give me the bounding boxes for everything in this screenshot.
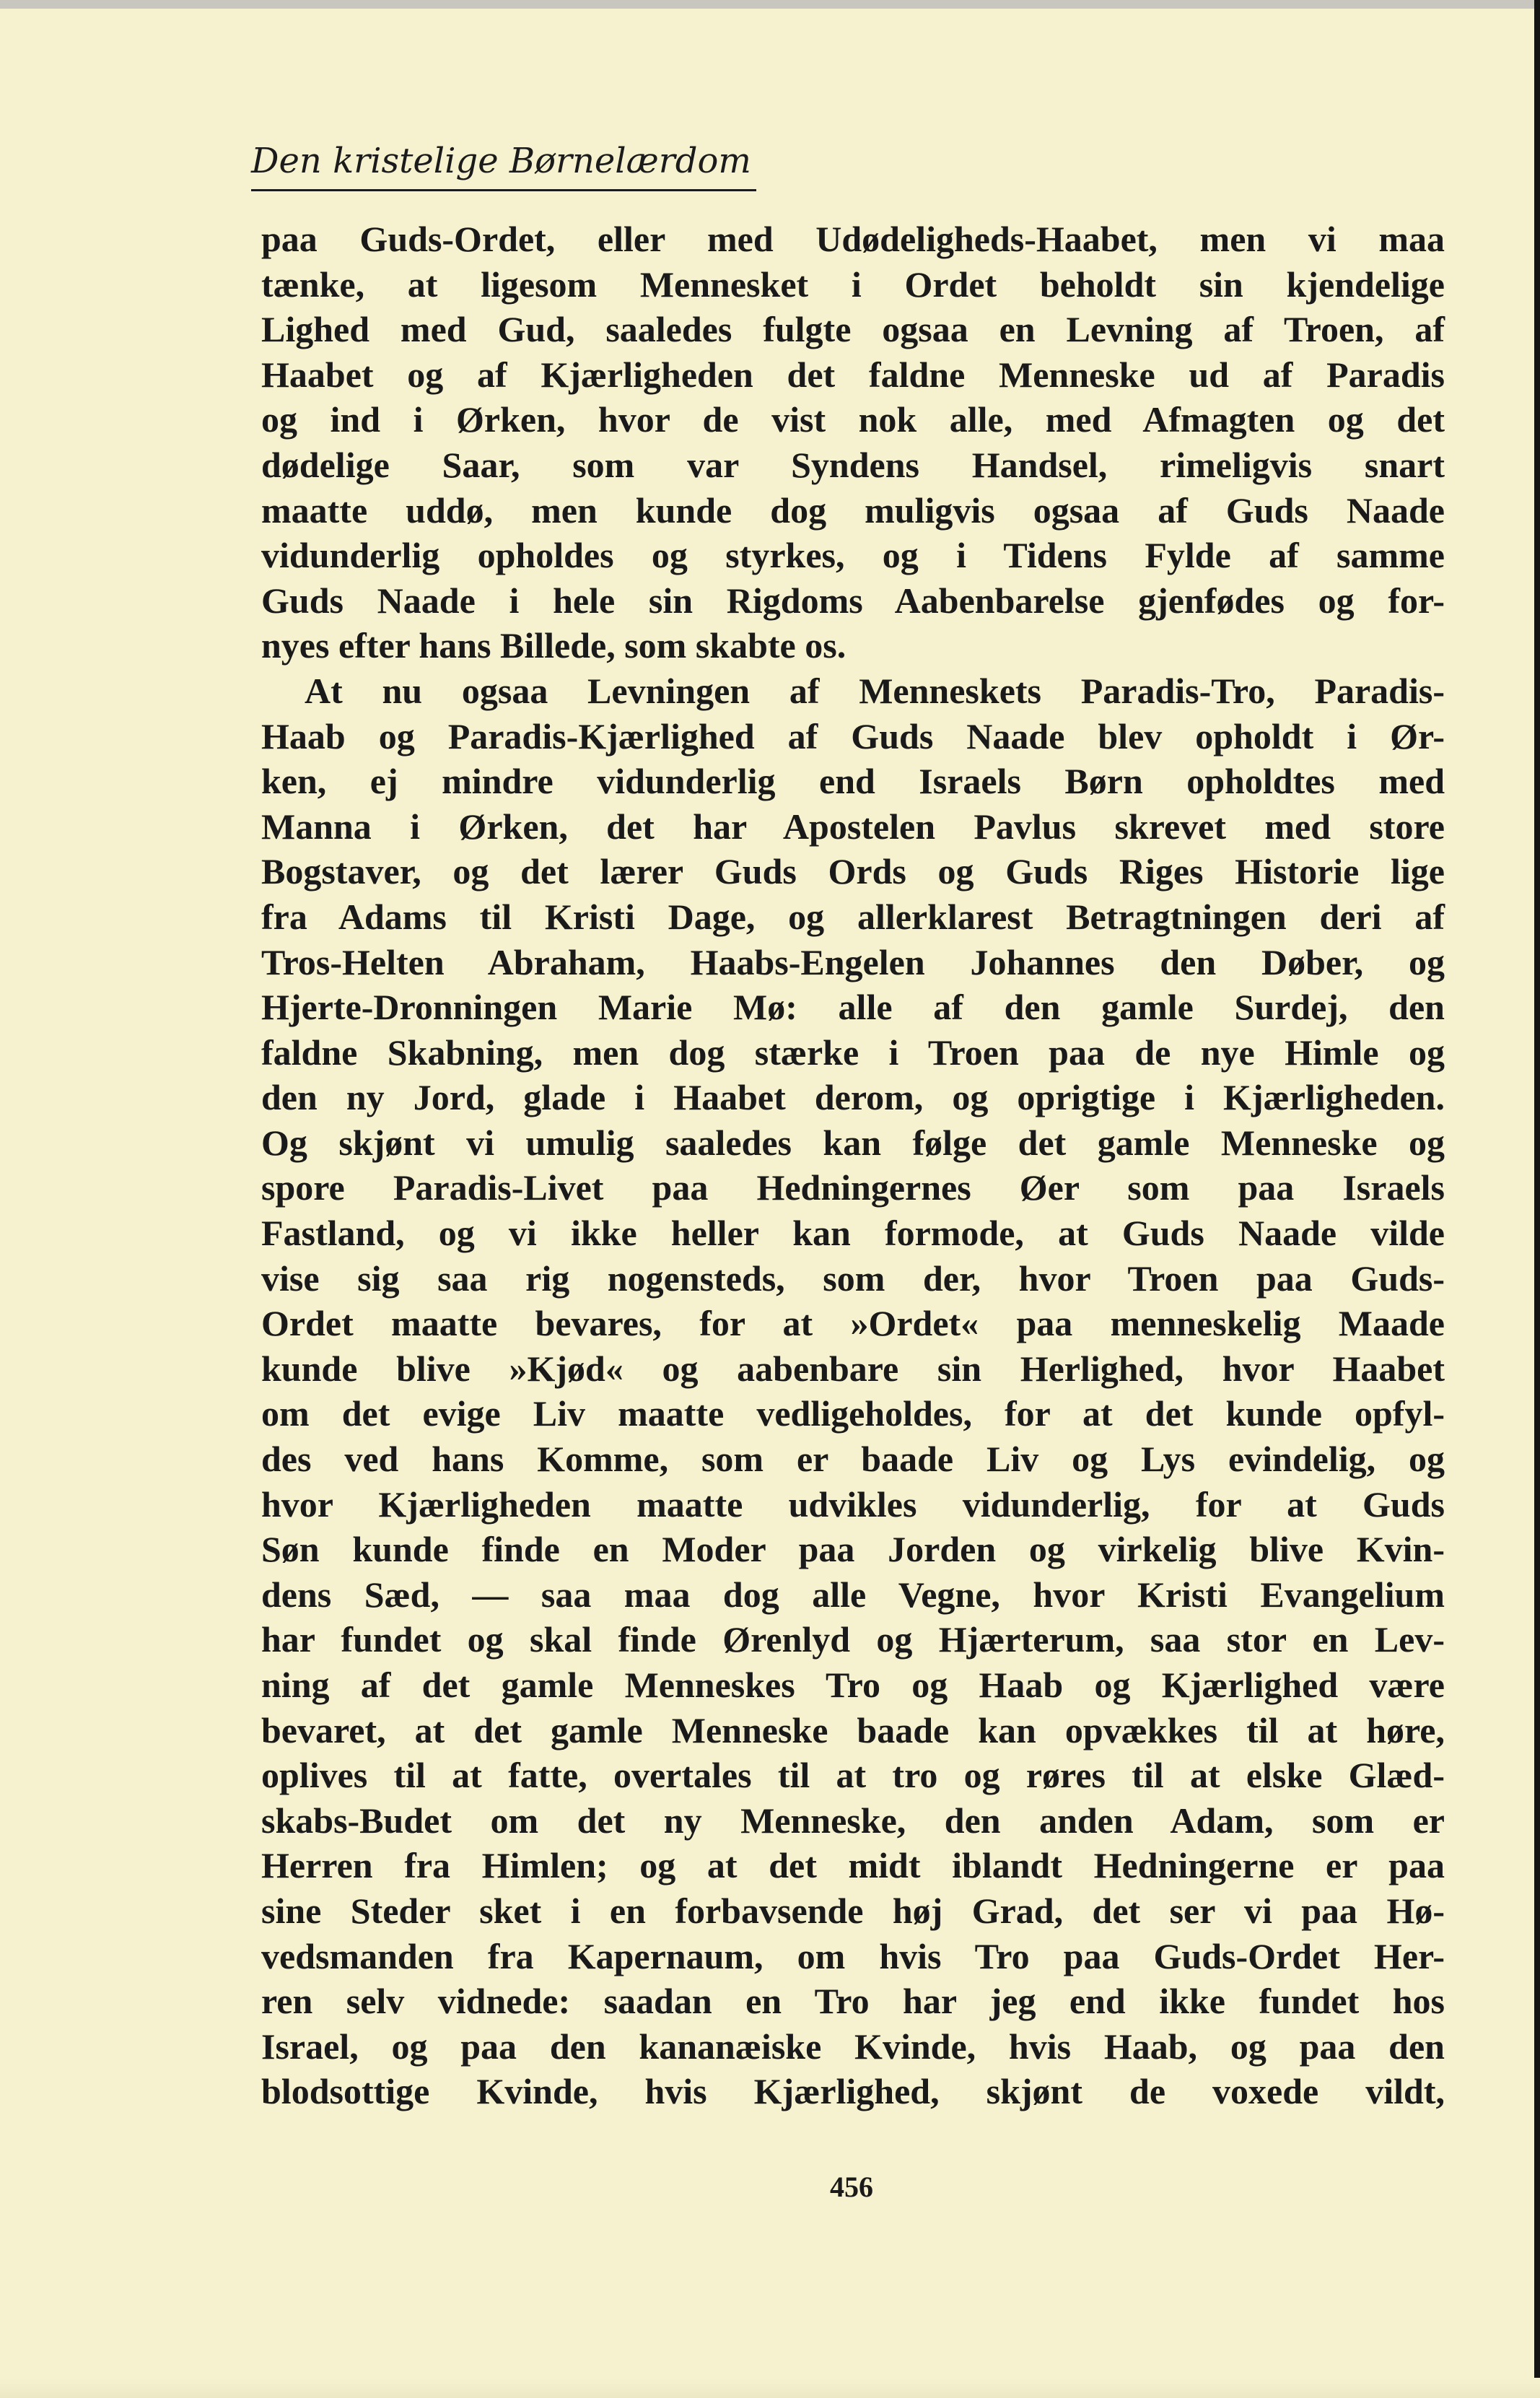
text-line: kunde blive »Kjød« og aabenbare sin Herlighed, hvor Haabet	[261, 1348, 1445, 1389]
page-number: 456	[830, 2171, 873, 2203]
text-line: Lighed med Gud, saaledes fulgte ogsaa en Levning af Troen, af	[261, 309, 1445, 350]
text-line: dens Sæd, — saa maa dog alle Vegne, hvor Kristi Evangelium	[261, 1574, 1445, 1615]
text-line: oplives til at fatte, overtales til at tro og røres til at elske Glæd-	[261, 1755, 1445, 1796]
scan-top-edge	[0, 0, 1540, 9]
text-line: dødelige Saar, som var Syndens Handsel, rimeligvis snart	[261, 444, 1445, 485]
scan-right-edge	[1534, 0, 1540, 2398]
text-line: ren selv vidnede: saadan en Tro har jeg end ikke fundet hos	[261, 1981, 1445, 2022]
paragraph-start-line: At nu ogsaa Levningen af Menneskets Paradis-Tro, Paradis-	[305, 670, 1445, 711]
text-line: Ordet maatte bevares, for at »Ordet« paa menneskelig Maade	[261, 1303, 1445, 1344]
text-line: Haab og Paradis-Kjærlighed af Guds Naade blev opholdt i Ør-	[261, 715, 1445, 757]
text-line: ken, ej mindre vidunderlig end Israels Børn opholdtes med	[261, 761, 1445, 802]
text-line: des ved hans Komme, som er baade Liv og Lys evindelig, og	[261, 1439, 1445, 1480]
paragraph-end-line: nyes efter hans Billede, som skabte os.	[261, 625, 846, 666]
text-line: bevaret, at det gamle Menneske baade kan opvækkes til at høre,	[261, 1709, 1445, 1750]
text-line: Israel, og paa den kananæiske Kvinde, hvis Haab, og paa den	[261, 2026, 1445, 2067]
text-line: vidunderlig opholdes og styrkes, og i Tidens Fylde af samme	[261, 535, 1445, 576]
text-line: Manna i Ørken, det har Apostelen Pavlus skrevet med store	[261, 806, 1445, 847]
text-line: Bogstaver, og det lærer Guds Ords og Guds Riges Historie lige	[261, 851, 1445, 892]
text-line: Haabet og af Kjærligheden det faldne Menneske ud af Paradis	[261, 354, 1445, 395]
text-line: og ind i Ørken, hvor de vist nok alle, med Afmagten og det	[261, 399, 1445, 440]
text-line: vise sig saa rig nogensteds, som der, hvor Troen paa Guds-	[261, 1257, 1445, 1299]
text-line: blodsottige Kvinde, hvis Kjærlighed, skjønt de voxede vildt,	[261, 2071, 1445, 2112]
text-line: sine Steder sket i en forbavsende høj Grad, det ser vi paa Hø-	[261, 1890, 1445, 1931]
text-line: har fundet og skal finde Ørenlyd og Hjærterum, saa stor en Lev-	[261, 1619, 1445, 1660]
text-line: spore Paradis-Livet paa Hedningernes Øer som paa Israels	[261, 1167, 1445, 1208]
text-line: Og skjønt vi umulig saaledes kan følge det gamle Menneske og	[261, 1122, 1445, 1163]
text-line: den ny Jord, glade i Haabet derom, og oprigtige i Kjærligheden.	[261, 1077, 1445, 1118]
text-line: ning af det gamle Menneskes Tro og Haab og Kjærlighed være	[261, 1665, 1445, 1705]
text-line: vedsmanden fra Kapernaum, om hvis Tro paa Guds-Ordet Her-	[261, 1935, 1445, 1976]
text-line: Hjerte-Dronningen Marie Mø: alle af den gamle Surdej, den	[261, 987, 1445, 1028]
text-line: Søn kunde finde en Moder paa Jorden og virkelig blive Kvin-	[261, 1529, 1445, 1570]
text-line: paa Guds-Ordet, eller med Udødeligheds-Haabet, men vi maa	[261, 219, 1445, 259]
text-line: skabs-Budet om det ny Menneske, den anden Adam, som er	[261, 1800, 1445, 1841]
running-head: Den kristelige Børnelærdom	[251, 136, 756, 191]
text-line: Tros-Helten Abraham, Haabs-Engelen Johannes den Døber, og	[261, 941, 1445, 982]
text-line: om det evige Liv maatte vedligeholdes, for at det kunde opfyl-	[261, 1393, 1445, 1434]
text-line: maatte uddø, men kunde dog muligvis ogsaa af Guds Naade	[261, 489, 1445, 531]
text-line: Fastland, og vi ikke heller kan formode, at Guds Naade vilde	[261, 1213, 1445, 1254]
text-line: tænke, at ligesom Mennesket i Ordet beholdt sin kjendelige	[261, 263, 1445, 305]
body-text	[261, 217, 1445, 2114]
text-line: fra Adams til Kristi Dage, og allerklarest Betragtningen deri af	[261, 896, 1445, 937]
text-line: faldne Skabning, men dog stærke i Troen paa de nye Himle og	[261, 1032, 1445, 1073]
text-line: hvor Kjærligheden maatte udvikles vidunderlig, for at Guds	[261, 1483, 1445, 1525]
text-line: Herren fra Himlen; og at det midt iblandt Hedningerne er paa	[261, 1845, 1445, 1886]
page-bottom-shading	[0, 2378, 1540, 2398]
text-line: Guds Naade i hele sin Rigdoms Aabenbarelse gjenfødes og for-	[261, 580, 1445, 621]
